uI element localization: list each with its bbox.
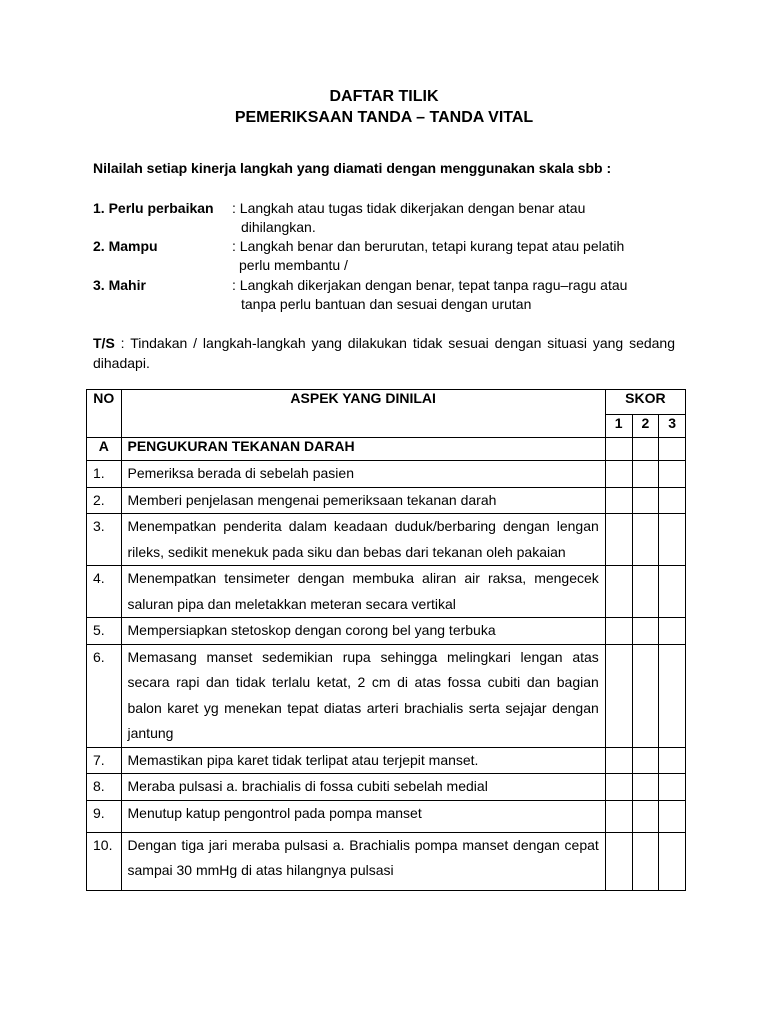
- score-cell[interactable]: [632, 800, 659, 832]
- score-cell[interactable]: [605, 566, 632, 618]
- row-text: Dengan tiga jari meraba pulsasi a. Brachialis pompa manset dengan cepat sampai 30 mmHg di atas hilangnya pulsasi: [121, 832, 605, 890]
- score-cell[interactable]: [632, 774, 659, 801]
- section-no: A: [87, 438, 122, 461]
- scale-definition-line: : Langkah dikerjakan dengan benar, tepat tanpa ragu–ragu atau: [232, 277, 628, 293]
- score-cell[interactable]: [632, 747, 659, 774]
- score-cell[interactable]: [605, 644, 632, 747]
- header-no: NO: [87, 390, 122, 438]
- score-cell[interactable]: [605, 774, 632, 801]
- score-cell[interactable]: [659, 747, 686, 774]
- row-text: Meraba pulsasi a. brachialis di fossa cubiti sebelah medial: [121, 774, 605, 801]
- table-row: [87, 566, 686, 618]
- score-cell[interactable]: [632, 514, 659, 566]
- ts-label: T/S: [93, 335, 115, 351]
- scale-definition: [232, 276, 692, 314]
- row-no: 3.: [87, 514, 122, 566]
- ts-text: : Tindakan / langkah-langkah yang dilakukan tidak sesuai dengan situasi yang sedang dihadapi.: [93, 335, 675, 371]
- section-title: PENGUKURAN TEKANAN DARAH: [121, 438, 605, 461]
- section-row: [87, 438, 686, 461]
- row-no: 9.: [87, 800, 122, 832]
- row-text: Memasang manset sedemikian rupa sehingga melingkari lengan atas secara rapi dan tidak terlalu ketat, 2 cm di atas fossa cubiti dan bagian balon karet yg menekan tepat diatas arteri brachialis serta sejajar dengan jantung: [121, 644, 605, 747]
- score-cell[interactable]: [659, 618, 686, 645]
- score-cell[interactable]: [659, 800, 686, 832]
- score-cell[interactable]: [632, 644, 659, 747]
- header-skor: SKOR: [605, 390, 685, 415]
- row-no: 2.: [87, 487, 122, 514]
- score-cell[interactable]: [659, 461, 686, 488]
- score-cell[interactable]: [605, 514, 632, 566]
- score-cell[interactable]: [605, 800, 632, 832]
- scale-definition-line: tanpa perlu bantuan dan sesuai dengan urutan: [241, 296, 532, 312]
- header-skor-1: 1: [605, 415, 632, 438]
- row-text: Menempatkan tensimeter dengan membuka aliran air raksa, mengecek saluran pipa dan meletakkan meteran secara vertikal: [121, 566, 605, 618]
- score-cell[interactable]: [632, 566, 659, 618]
- row-text: Mempersiapkan stetoskop dengan corong bel yang terbuka: [121, 618, 605, 645]
- scale-definition: [232, 237, 692, 275]
- score-cell[interactable]: [659, 487, 686, 514]
- score-cell[interactable]: [659, 514, 686, 566]
- score-cell[interactable]: [659, 774, 686, 801]
- instruction-text: Nilailah setiap kinerja langkah yang diamati dengan menggunakan skala sbb :: [93, 160, 612, 176]
- table-row: [87, 618, 686, 645]
- score-cell[interactable]: [632, 832, 659, 890]
- row-no: 5.: [87, 618, 122, 645]
- row-no: 7.: [87, 747, 122, 774]
- score-cell[interactable]: [632, 618, 659, 645]
- score-cell[interactable]: [605, 832, 632, 890]
- scale-label: 3. Mahir: [93, 277, 146, 293]
- score-cell[interactable]: [659, 644, 686, 747]
- score-cell[interactable]: [632, 487, 659, 514]
- score-cell[interactable]: [605, 487, 632, 514]
- table-row: [87, 461, 686, 488]
- table-row: [87, 832, 686, 890]
- scale-definition-line: : Langkah atau tugas tidak dikerjakan dengan benar atau: [232, 200, 586, 216]
- ts-note: [93, 333, 675, 373]
- scale-label: 1. Perlu perbaikan: [93, 200, 214, 216]
- row-text: Menempatkan penderita dalam keadaan duduk/berbaring dengan lengan rileks, sedikit menekuk pada siku dan bebas dari tekanan oleh pakaian: [121, 514, 605, 566]
- scale-definition-line: dihilangkan.: [241, 219, 316, 235]
- row-no: 6.: [87, 644, 122, 747]
- scale-definition-line: : Langkah benar dan berurutan, tetapi kurang tepat atau pelatih: [232, 238, 625, 254]
- table-row: [87, 644, 686, 747]
- score-cell[interactable]: [659, 832, 686, 890]
- row-text: Memberi penjelasan mengenai pemeriksaan tekanan darah: [121, 487, 605, 514]
- table-row: [87, 800, 686, 832]
- score-cell[interactable]: [605, 461, 632, 488]
- checklist-table: [86, 389, 686, 891]
- document-title: DAFTAR TILIK: [329, 88, 439, 105]
- scale-label: 2. Mampu: [93, 238, 158, 254]
- document-subtitle: PEMERIKSAAN TANDA – TANDA VITAL: [234, 109, 534, 126]
- row-no: 8.: [87, 774, 122, 801]
- score-cell[interactable]: [632, 438, 659, 461]
- score-cell[interactable]: [605, 747, 632, 774]
- row-text: Pemeriksa berada di sebelah pasien: [121, 461, 605, 488]
- scale-definition-line: perlu membantu /: [239, 257, 348, 273]
- row-no: 10.: [87, 832, 122, 890]
- table-row: [87, 747, 686, 774]
- header-skor-2: 2: [632, 415, 659, 438]
- table-row: [87, 774, 686, 801]
- score-cell[interactable]: [659, 438, 686, 461]
- row-text: Menutup katup pengontrol pada pompa manset: [121, 800, 605, 832]
- score-cell[interactable]: [659, 566, 686, 618]
- table-row: [87, 514, 686, 566]
- row-no: 4.: [87, 566, 122, 618]
- scale-definition: [232, 199, 692, 237]
- score-cell[interactable]: [605, 618, 632, 645]
- row-no: 1.: [87, 461, 122, 488]
- score-cell[interactable]: [632, 461, 659, 488]
- table-row: [87, 487, 686, 514]
- header-skor-3: 3: [659, 415, 686, 438]
- row-text: Memastikan pipa karet tidak terlipat atau terjepit manset.: [121, 747, 605, 774]
- score-cell[interactable]: [605, 438, 632, 461]
- header-aspek: ASPEK YANG DINILAI: [121, 390, 605, 438]
